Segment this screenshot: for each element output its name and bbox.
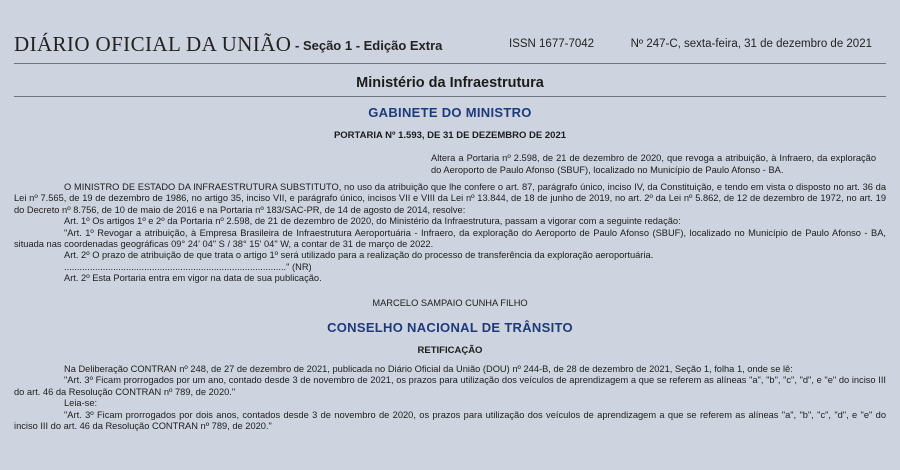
gabinete-heading: GABINETE DO MINISTRO bbox=[368, 105, 532, 120]
masthead bbox=[14, 30, 886, 62]
signer-name: MARCELO SAMPAIO CUNHA FILHO bbox=[372, 298, 528, 308]
issn-label: ISSN 1677-7042 bbox=[509, 38, 595, 50]
issue-date: Nº 247-C, sexta-feira, 31 de dezembro de 2021 bbox=[630, 38, 872, 50]
edition-label: - Seção 1 - Edição Extra bbox=[295, 38, 443, 53]
retificacao-heading: RETIFICAÇÃO bbox=[417, 345, 483, 356]
portaria-body bbox=[14, 182, 886, 285]
header-divider bbox=[14, 63, 886, 64]
leia-se-label: Leia-se: bbox=[64, 398, 98, 409]
newspaper-title: DIÁRIO OFICIAL DA UNIÃO bbox=[14, 32, 292, 56]
preamble-paragraph: O MINISTRO DE ESTADO DA INFRAESTRUTURA SUBSTITUTO, no uso da atribuição que lhe confere o art. 87, parágrafo único, inciso IV, da Constituição, e tendo em vista o disposto no art. 36 da Lei nº 7.565, de 19 de dezembro de 1986, no artigo 35, inciso VII, e parágrafo único, incisos VII e VIII da Lei nº 13.844, de 18 de junho de 2019, no art. 2º da Lei nº 5.862, de 12 de dezembro de 1972, no art. 19 do Decreto nº 8.756, de 10 de maio de 2016 e na Portaria nº 183/SAC-PR, de 14 de agosto de 2014, resolve: bbox=[14, 182, 886, 215]
ministry-title: Ministério da Infraestrutura bbox=[356, 75, 544, 91]
quoted-article-2-paragraph: Art. 2º O prazo de atribuição de que trata o artigo 1º será utilizado para a realização do processo de transferência da exploração aeroportuária. bbox=[64, 250, 654, 261]
article-2-paragraph: Art. 2º Esta Portaria entra em vigor na data de sua publicação. bbox=[64, 273, 322, 284]
quoted-article-1-paragraph: "Art. 1º Revogar a atribuição, à Empresa Brasileira de Infraestrutura Aeroportuária - Infraero, da exploração do Aeroporto de Paulo Afonso (SBUF), localizado no Município de Paulo Afonso - BA, situada nas coordenadas geográficas 09° 24' 04" S / 38° 15' 04" W, a contar de 31 de março de 2022. bbox=[14, 227, 886, 250]
contran-heading: CONSELHO NACIONAL DE TRÂNSITO bbox=[327, 320, 573, 335]
retificacao-body bbox=[14, 364, 886, 432]
ministry-divider bbox=[14, 96, 886, 97]
portaria-ementa: Altera a Portaria nº 2.598, de 21 de dezembro de 2020, que revoga a atribuição, à Infraero, da exploração do Aeroporto de Paulo Afonso (SBUF), localizado no Município de Paulo Afonso - BA. bbox=[431, 153, 876, 175]
leia-se-quote: "Art. 3º Ficam prorrogados por dois anos, contados desde 3 de novembro de 2020, os prazos para utilização dos veículos de aprendizagem a que se referem as alíneas "a", "b", "c", "d", e "e" do inciso III do art. 46 da Resolução CONTRAN nº 789, de 2020." bbox=[14, 409, 886, 432]
nr-ellipsis-line: ......................................................................................" (NR) bbox=[64, 261, 312, 272]
retificacao-intro-paragraph: Na Deliberação CONTRAN nº 248, de 27 de dezembro de 2021, publicada no Diário Oficial da União (DOU) nº 244-B, de 28 de dezembro de 2021, Seção 1, folha 1, onde se lê: bbox=[64, 364, 793, 374]
onde-se-le-quote: "Art. 3º Ficam prorrogados por um ano, contado desde 3 de novembro de 2021, os prazos para utilização dos veículos de aprendizagem a que se referem as alíneas "a", "b", "c", "d", e "e" do inciso III do art. 46 da Resolução CONTRAN nº 789, de 2020." bbox=[14, 375, 886, 397]
article-1-paragraph: Art. 1º Os artigos 1º e 2º da Portaria nº 2.598, de 21 de dezembro de 2020, do Ministério da Infraestrutura, passam a vigorar com a seguinte redação: bbox=[64, 216, 681, 227]
portaria-title: PORTARIA Nº 1.593, DE 31 DE DEZEMBRO DE 2021 bbox=[333, 130, 567, 141]
